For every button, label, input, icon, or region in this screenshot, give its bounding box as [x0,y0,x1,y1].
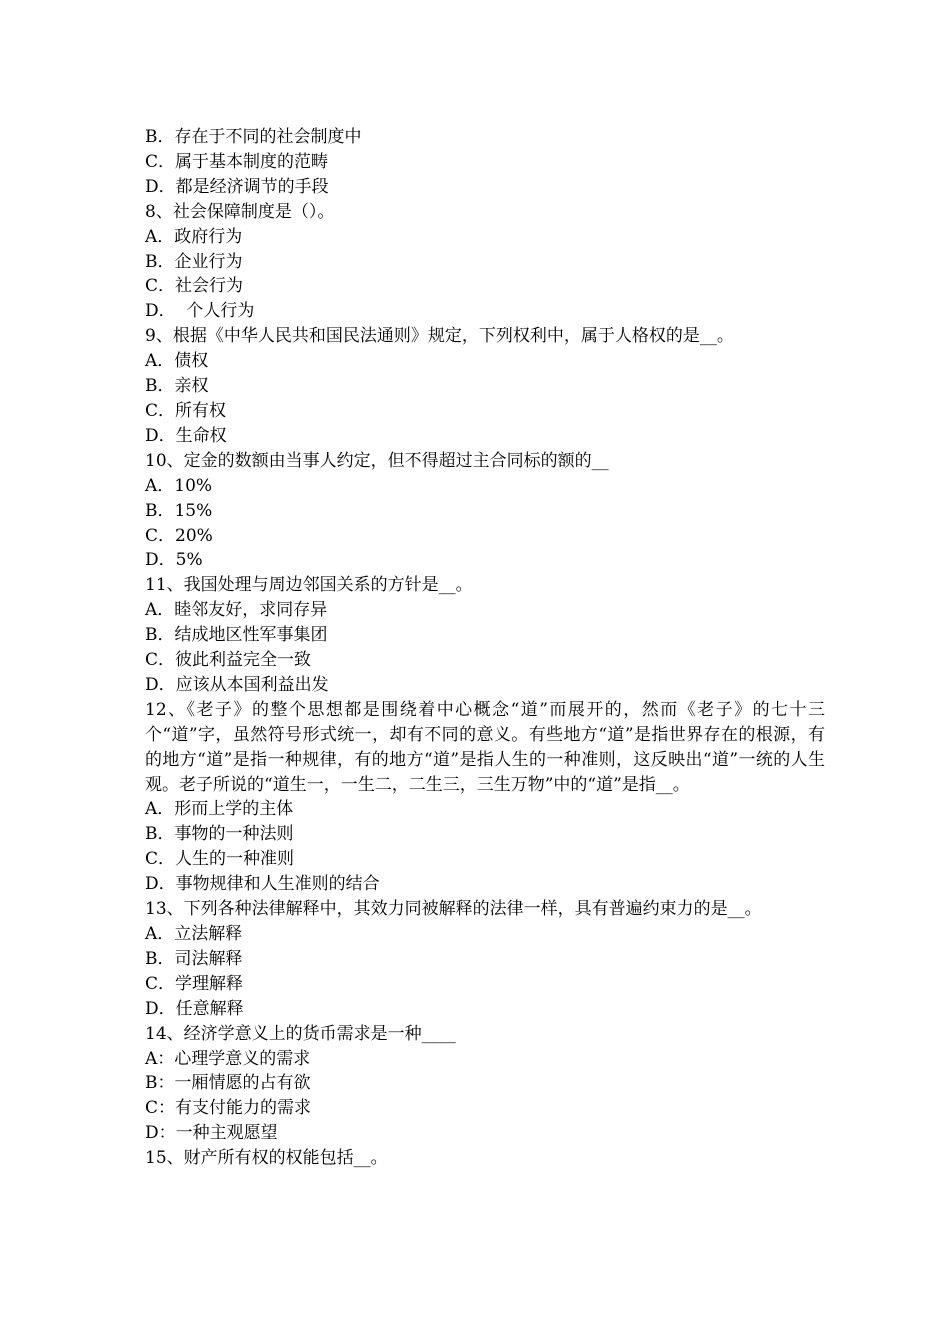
option-line: A．立法解释 [145,924,243,944]
question-line: 10、定金的数额由当事人约定，但不得超过主合同标的额的__ [145,450,609,471]
option-line: B．存在于不同的社会制度中 [145,127,362,147]
question-line: 14、经济学意义上的货币需求是一种____ [145,1023,456,1044]
option-line: A．形而上学的主体 [145,799,294,820]
option-line: D．应该从本国利益出发 [145,674,329,695]
option-line: C．彼此利益完全一致 [145,650,312,671]
question-13-paragraph: 13、下列各种法律解释中，其效力同被解释的法律一样，具有普遍约束力的是__。 [145,899,762,920]
option-line: B．事物的一种法则 [145,824,294,845]
option-line: C：有支付能力的需求 [145,1098,312,1119]
option-line: B．企业行为 [145,251,243,272]
option-line: C．属于基本制度的范畴 [145,151,329,172]
question-line: 8、社会保障制度是（）。 [145,201,335,222]
document-page [145,125,825,1171]
option-line: B．15% [145,500,213,521]
option-line: D：一种主观愿望 [145,1123,278,1144]
option-line: B．司法解释 [145,948,243,969]
question-12-paragraph: 12、《老子》的整个思想都是围绕着中心概念“道”而展开的，然而《老子》的七十三个“道”字，虽然符号形式统一，却有不同的意义。有些地方“道”是指世界存在的根源，有的地方“道”是指一种规律，有的地方“道”是指人生的一种准则，这反映出“道”一统的人生观。老子所说的“道生一，一生二，二生三，三生万物”中的“道”是指__。 [145,699,825,795]
option-line: A．债权 [145,351,209,372]
question-line: 11、我国处理与周边邻国关系的方针是__。 [145,575,473,596]
option-line: C．学理解释 [145,973,244,994]
option-line: B：一厢情愿的占有欲 [145,1073,311,1094]
option-line: D．事物规律和人生准则的结合 [145,874,380,895]
option-line: C．人生的一种准则 [145,849,295,870]
option-line: B．结成地区性军事集团 [145,625,328,646]
option-line: D．都是经济调节的手段 [145,176,329,197]
option-line: C．社会行为 [145,276,244,297]
question-line: 15、财产所有权的权能包括__。 [145,1148,388,1169]
option-line: A：心理学意义的需求 [145,1048,311,1069]
option-line: D．5% [145,550,203,571]
option-line: D． 个人行为 [145,301,255,322]
option-line: C．20% [145,525,213,546]
option-line: A．10% [145,475,213,496]
option-line: D．生命权 [145,425,227,446]
option-line: A．政府行为 [145,226,243,247]
option-line: D．任意解释 [145,998,244,1019]
option-line: C．所有权 [145,400,227,421]
option-line: B．亲权 [145,376,209,397]
option-line: A．睦邻友好，求同存异 [145,600,328,621]
question-line: 9、根据《中华人民共和国民法通则》规定，下列权利中，属于人格权的是__。 [145,326,734,347]
